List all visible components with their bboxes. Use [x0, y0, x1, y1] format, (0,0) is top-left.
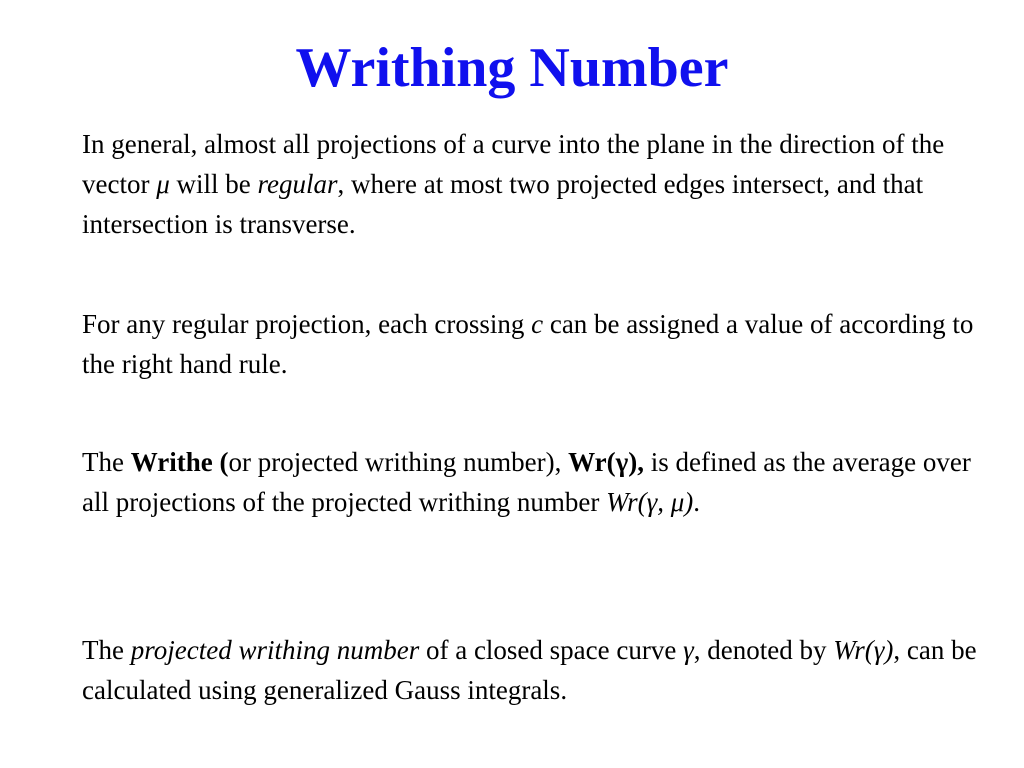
- term-regular: regular: [257, 169, 338, 199]
- text: The: [82, 635, 131, 665]
- text: is defined as the average over all projections of the projected writhing number: [82, 447, 971, 517]
- text: , can be calculated using generalized Gauss integrals.: [82, 635, 977, 705]
- paragraph-writhe: [82, 442, 982, 522]
- text: or projected writhing number),: [228, 447, 569, 477]
- math-wr-gamma-mu: Wr(γ, μ): [606, 487, 694, 517]
- text: , where at most two projected edges intersect, and that intersection is transverse.: [82, 169, 924, 239]
- text: of a closed space curve: [419, 635, 684, 665]
- term-wr-gamma: Wr(γ),: [568, 447, 644, 477]
- text: .: [693, 487, 701, 517]
- text: can be assigned a value of according to the right hand rule.: [82, 309, 974, 379]
- paragraph-gauss: [82, 630, 982, 710]
- math-wr-gamma: Wr(γ): [833, 635, 894, 665]
- slide-title: Writhing Number: [295, 37, 729, 99]
- text: , denoted by: [693, 635, 834, 665]
- paragraph-crossing: [82, 304, 982, 384]
- math-gamma: γ: [683, 635, 694, 665]
- paragraph-projections: [82, 124, 982, 244]
- text: will be: [169, 169, 258, 199]
- math-mu: μ: [156, 169, 170, 199]
- term-projected-writhing-number: projected writhing number: [130, 635, 420, 665]
- text: For any regular projection, each crossing: [82, 309, 532, 339]
- text: In general, almost all projections of a curve into the plane in the direction of the vector: [82, 129, 945, 199]
- math-c: c: [531, 309, 544, 339]
- text: The: [82, 447, 131, 477]
- term-writhe: Writhe (: [130, 447, 229, 477]
